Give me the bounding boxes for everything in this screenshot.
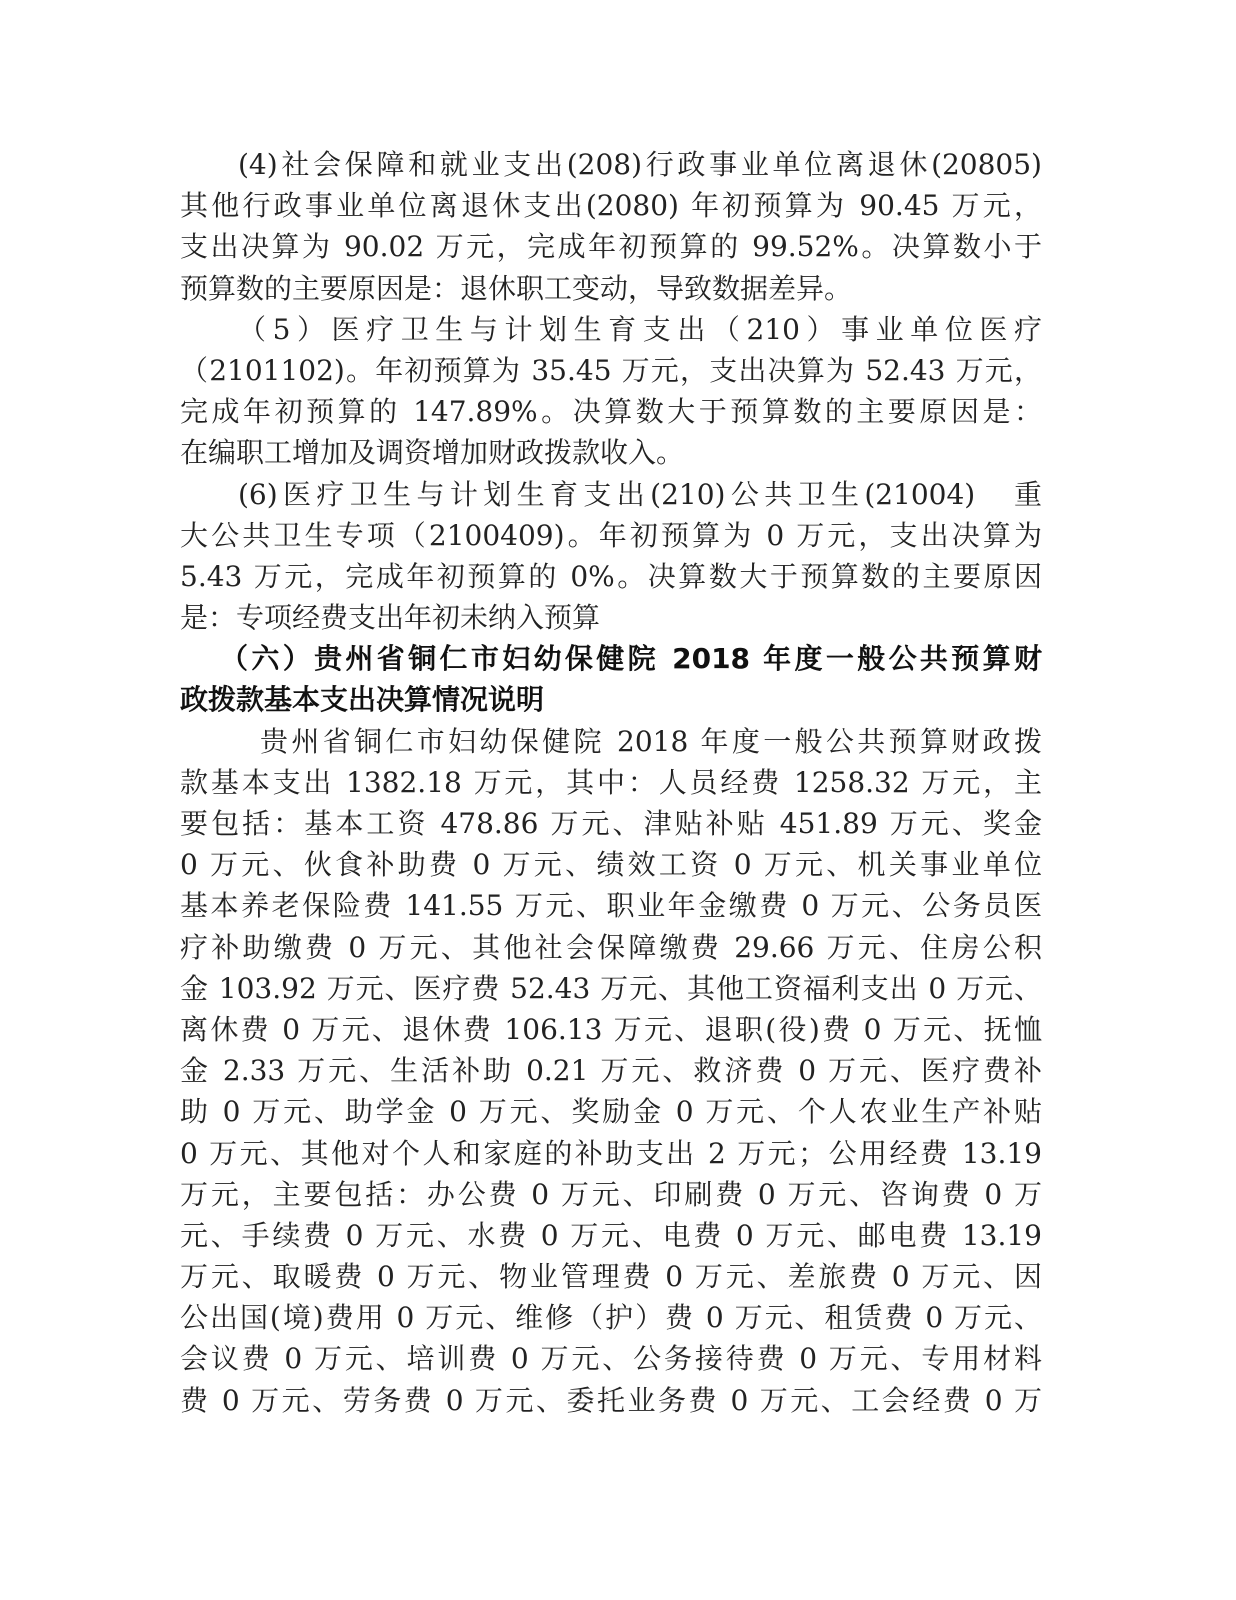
- text-line: 完成年初预算的 147.89%。决算数大于预算数的主要原因是：: [180, 395, 1042, 429]
- heading-line: （六）贵州省铜仁市妇幼保健院 2018 年度一般公共预算财: [220, 642, 1042, 676]
- text-line: (4)社会保障和就业支出(208)行政事业单位离退休(20805): [238, 148, 1042, 181]
- text-line: 其他行政事业单位离退休支出(2080) 年初预算为 90.45 万元，: [180, 189, 1042, 223]
- paragraph-item-6: [180, 474, 1042, 639]
- text-line: 公出国(境)费用 0 万元、维修（护）费 0 万元、租赁费 0 万元、: [180, 1301, 1042, 1335]
- text-line: 是：专项经费支出年初未纳入预算: [180, 601, 601, 635]
- text-line: 基本养老保险费 141.55 万元、职业年金缴费 0 万元、公务员医: [180, 889, 1042, 923]
- text-line: 大公共卫生专项（2100409)。年初预算为 0 万元，支出决算为: [180, 518, 1042, 552]
- section-heading: [180, 638, 1042, 720]
- text-line: 费 0 万元、劳务费 0 万元、委托业务费 0 万元、工会经费 0 万: [180, 1383, 1042, 1417]
- body-paragraph: [180, 721, 1042, 1421]
- document-page: [180, 144, 1042, 1421]
- text-line: 预算数的主要原因是：退休职工变动，导致数据差异。: [180, 271, 853, 305]
- text-line: 元、手续费 0 万元、水费 0 万元、电费 0 万元、邮电费 13.19: [180, 1218, 1042, 1252]
- text-line: 5.43 万元，完成年初预算的 0%。决算数大于预算数的主要原因: [180, 559, 1042, 593]
- paragraph-item-5: [180, 309, 1042, 474]
- text-line: 在编职工增加及调资增加财政拨款收入。: [180, 436, 685, 470]
- text-line: （2101102)。年初预算为 35.45 万元，支出决算为 52.43 万元，: [180, 353, 1042, 387]
- text-line: 万元、取暖费 0 万元、物业管理费 0 万元、差旅费 0 万元、因: [180, 1260, 1042, 1294]
- paragraph-item-4: [180, 144, 1042, 309]
- text-line: 贵州省铜仁市妇幼保健院 2018 年度一般公共预算财政拨: [260, 724, 1042, 758]
- text-line: 万元，主要包括：办公费 0 万元、印刷费 0 万元、咨询费 0 万: [180, 1177, 1042, 1211]
- text-line: 款基本支出 1382.18 万元，其中：人员经费 1258.32 万元，主: [180, 765, 1042, 799]
- text-line: 助 0 万元、助学金 0 万元、奖励金 0 万元、个人农业生产补贴: [180, 1095, 1042, 1129]
- text-line: 金 103.92 万元、医疗费 52.43 万元、其他工资福利支出 0 万元、: [180, 971, 1042, 1005]
- text-line: 金 2.33 万元、生活补助 0.21 万元、救济费 0 万元、医疗费补: [180, 1054, 1042, 1088]
- text-line: （5）医疗卫生与计划生育支出（210）事业单位医疗: [238, 312, 1042, 346]
- text-line: 支出决算为 90.02 万元，完成年初预算的 99.52%。决算数小于: [180, 230, 1042, 264]
- text-line: 要包括：基本工资 478.86 万元、津贴补贴 451.89 万元、奖金: [180, 807, 1042, 840]
- text-line: 0 万元、伙食补助费 0 万元、绩效工资 0 万元、机关事业单位: [180, 848, 1042, 882]
- text-line: 疗补助缴费 0 万元、其他社会保障缴费 29.66 万元、住房公积: [180, 930, 1042, 964]
- text-line: 0 万元、其他对个人和家庭的补助支出 2 万元；公用经费 13.19: [180, 1136, 1042, 1170]
- text-line: 会议费 0 万元、培训费 0 万元、公务接待费 0 万元、专用材料: [180, 1342, 1042, 1376]
- text-line: 离休费 0 万元、退休费 106.13 万元、退职(役)费 0 万元、抚恤: [180, 1012, 1042, 1046]
- text-line: (6)医疗卫生与计划生育支出(210)公共卫生(21004) 重: [238, 477, 1042, 511]
- heading-line: 政拨款基本支出决算情况说明: [180, 683, 545, 717]
